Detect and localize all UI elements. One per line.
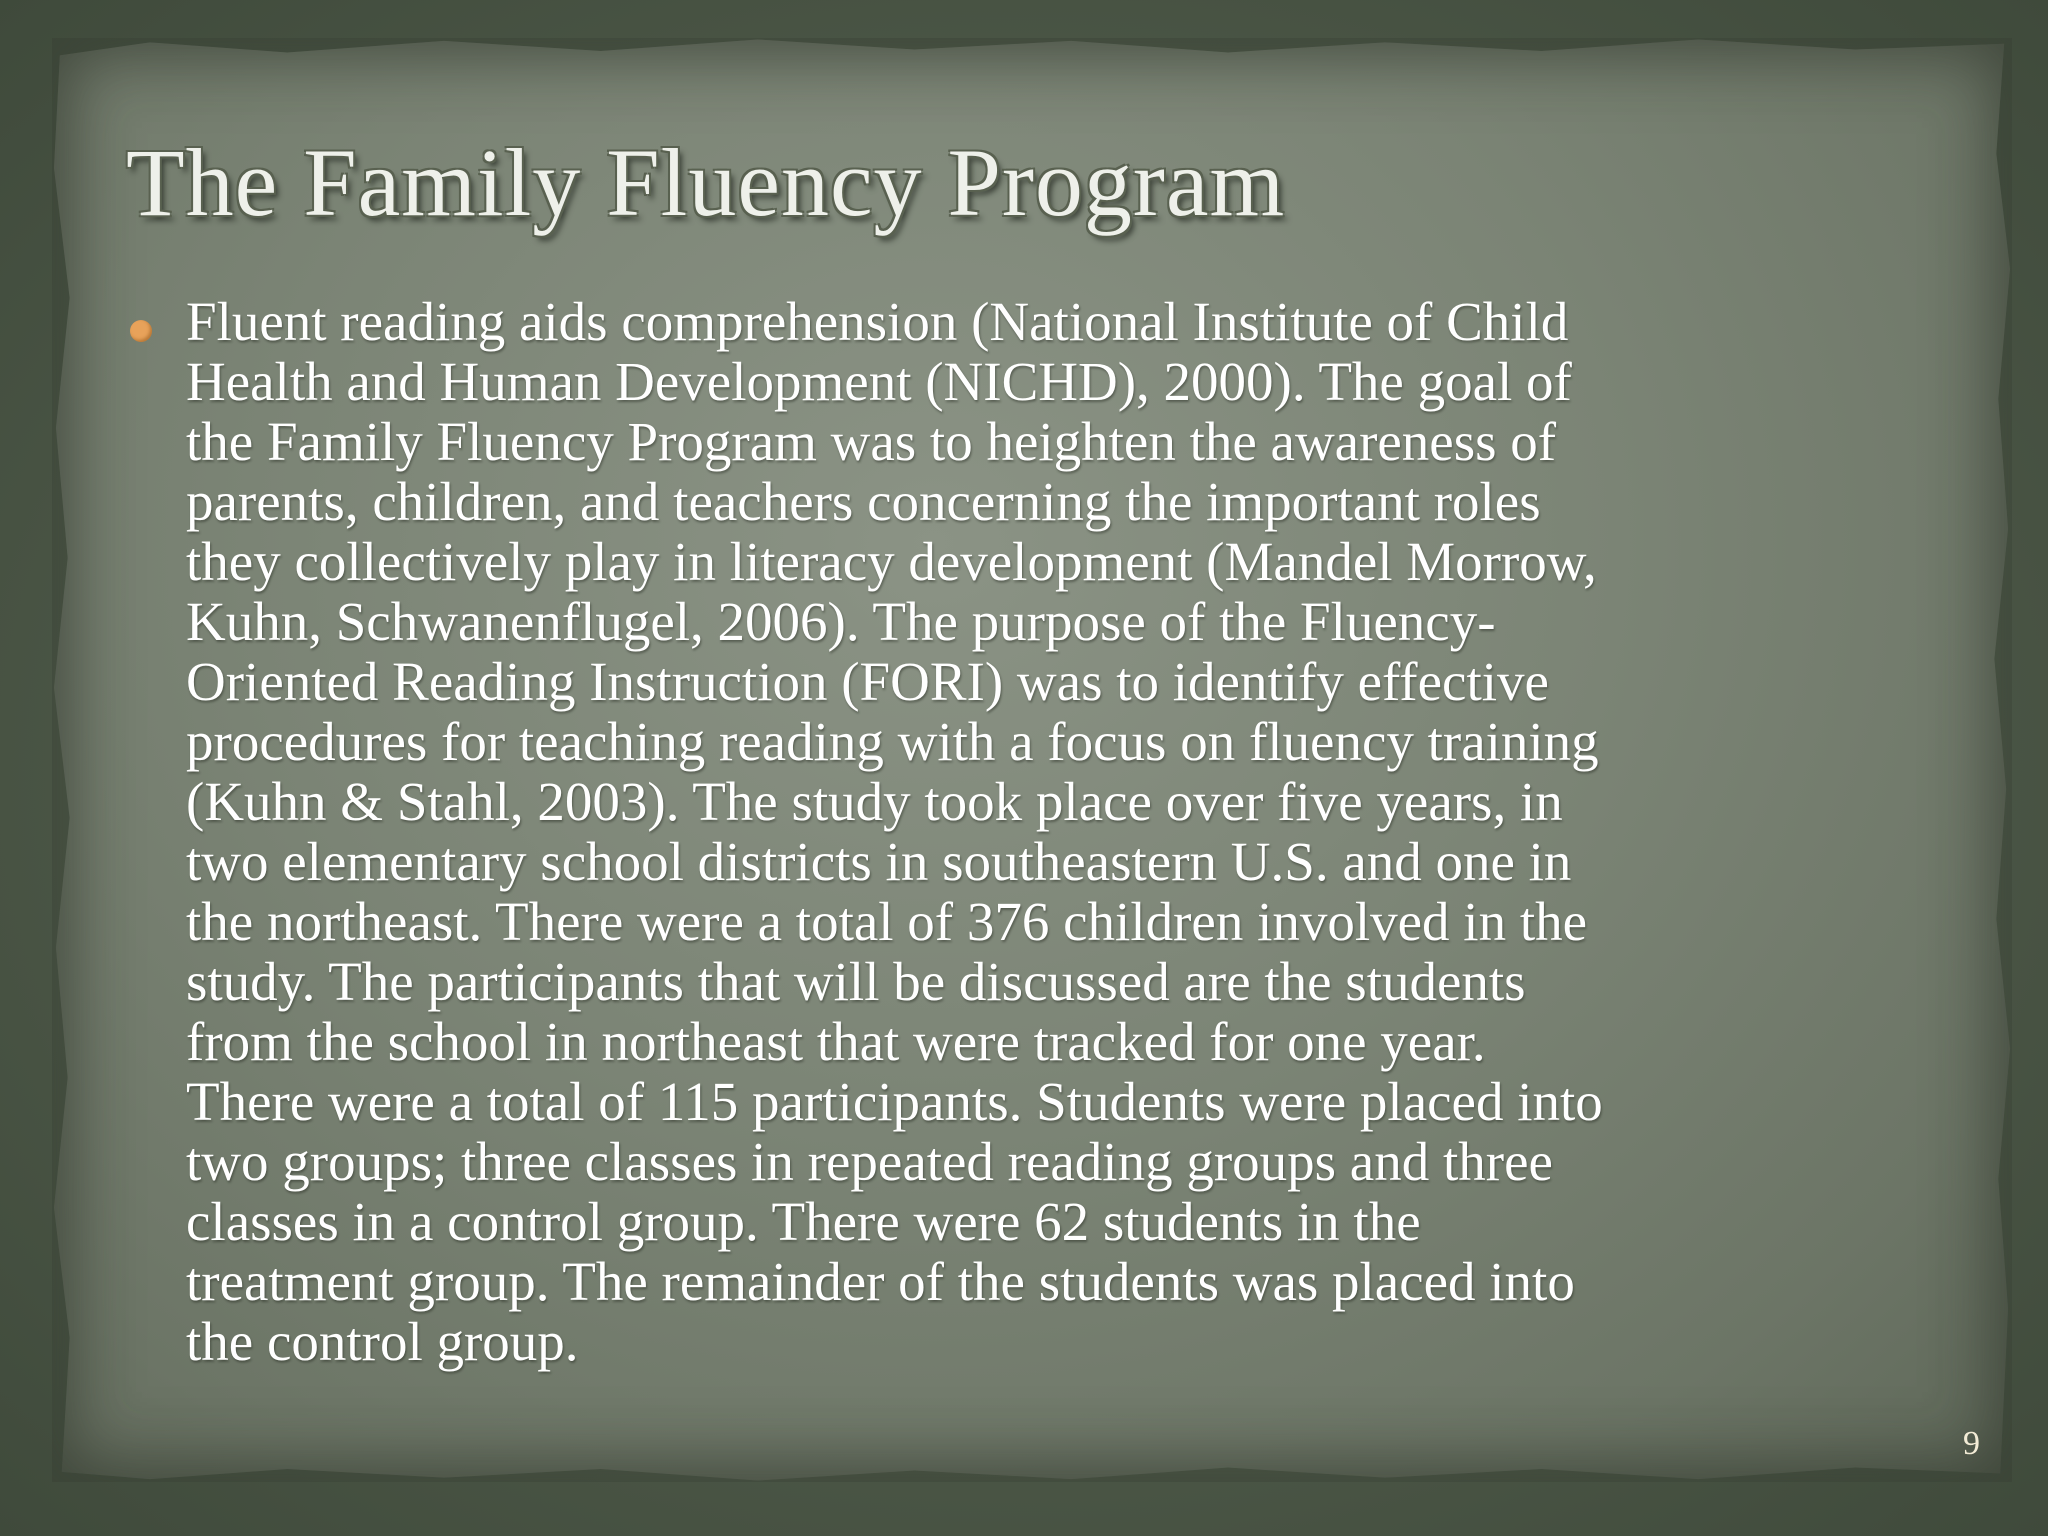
bullet-line: two groups; three classes in repeated reading groups and three bbox=[186, 1131, 1553, 1192]
bullet-item bbox=[126, 292, 1926, 1372]
bullet-line: treatment group. The remainder of the students was placed into bbox=[186, 1251, 1575, 1312]
bullet-line: they collectively play in literacy development (Mandel Morrow, bbox=[186, 531, 1597, 592]
bullet-line: the control group. bbox=[186, 1311, 579, 1372]
bullet-line: study. The participants that will be discussed are the students bbox=[186, 951, 1526, 1012]
bullet-line: two elementary school districts in southeastern U.S. and one in bbox=[186, 831, 1572, 892]
bullet-line: There were a total of 115 participants. Students were placed into bbox=[186, 1071, 1603, 1132]
bullet-dot-icon bbox=[130, 320, 152, 342]
page-number: 9 bbox=[1963, 1425, 1980, 1462]
bullet-line: (Kuhn & Stahl, 2003). The study took place over five years, in bbox=[186, 771, 1563, 832]
bullet-line: Oriented Reading Instruction (FORI) was to identify effective bbox=[186, 651, 1549, 712]
bullet-line: from the school in northeast that were tracked for one year. bbox=[186, 1011, 1486, 1072]
bullet-line: parents, children, and teachers concerning the important roles bbox=[186, 471, 1541, 532]
slide-title: The Family Fluency Program bbox=[126, 129, 1286, 236]
bullet-line: the northeast. There were a total of 376 children involved in the bbox=[186, 891, 1588, 952]
bullet-line: Health and Human Development (NICHD), 2000). The goal of bbox=[186, 351, 1572, 412]
bullet-line: procedures for teaching reading with a focus on fluency training bbox=[186, 711, 1599, 772]
bullet-line: classes in a control group. There were 62 students in the bbox=[186, 1191, 1421, 1252]
bullet-line: Fluent reading aids comprehension (National Institute of Child bbox=[186, 291, 1569, 352]
bullet-list bbox=[126, 292, 1926, 1372]
bullet-text bbox=[186, 292, 1926, 1372]
bullet-line: the Family Fluency Program was to heighten the awareness of bbox=[186, 411, 1557, 472]
bullet-line: Kuhn, Schwanenflugel, 2006). The purpose of the Fluency- bbox=[186, 591, 1496, 652]
